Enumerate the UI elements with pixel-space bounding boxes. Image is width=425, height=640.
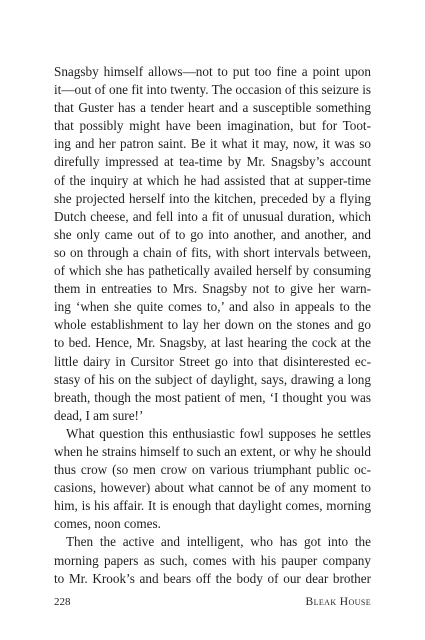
text-line: she projected herself into the kitchen, preceded by a flying bbox=[54, 190, 371, 206]
text-line: ing and her patron saint. Be it what it may, now, it was so bbox=[54, 136, 371, 152]
text-line: that Guster has a tender heart and a susceptible something bbox=[54, 100, 371, 116]
text-line: to bed. Hence, Mr. Snagsby, at last hearing the cock at the bbox=[54, 335, 371, 351]
text-line: morning papers as such, comes with his pauper company bbox=[54, 552, 371, 568]
page-footer bbox=[54, 596, 371, 612]
text-line: dead, I am sure!’ bbox=[54, 407, 144, 423]
text-line: little dairy in Cursitor Street go into that disinterested ec- bbox=[54, 353, 371, 369]
page-number: 228 bbox=[54, 596, 71, 608]
text-line: ing ‘when she quite comes to,’ and also in appeals to the bbox=[54, 299, 371, 315]
text-line: casions, however) about what cannot be of any moment to bbox=[54, 480, 371, 496]
text-line: breath, though the most patient of men, ‘I thought you was bbox=[54, 389, 371, 405]
text-line: whole establishment to lay her down on the stones and go bbox=[54, 317, 371, 333]
text-line: Dutch cheese, and fell into a fit of unusual duration, which bbox=[54, 208, 371, 224]
text-line: stasy of his on the subject of daylight, says, drawing a long bbox=[54, 371, 371, 387]
text-line: him, is his affair. It is enough that daylight comes, morning bbox=[54, 498, 371, 514]
text-line: Then the active and intelligent, who has got into the bbox=[66, 534, 371, 550]
text-line: to Mr. Krook’s and bears off the body of our dear brother bbox=[54, 570, 371, 586]
text-line: of the inquiry at which he had assisted that at supper-time bbox=[54, 172, 371, 188]
text-line: it—out of one fit into twenty. The occasion of this seizure is bbox=[54, 82, 371, 98]
body-text bbox=[54, 63, 371, 588]
text-line: What question this enthusiastic fowl supposes he settles bbox=[66, 425, 371, 441]
text-line: so on through a chain of fits, with short intervals between, bbox=[54, 244, 371, 260]
text-line: when he strains himself to such an extent, or why he should bbox=[54, 443, 371, 459]
text-line: Snagsby himself allows—not to put too fine a point upon bbox=[54, 64, 371, 79]
text-line: that possibly might have been imagination, but for Toot- bbox=[54, 118, 371, 134]
text-line: thus crow (so men crow on various triumphant public oc- bbox=[54, 462, 371, 478]
text-line: comes, noon comes. bbox=[54, 516, 161, 532]
text-line: she only came out of to go into another, and another, and bbox=[54, 226, 371, 242]
running-head: Bleak House bbox=[305, 596, 371, 608]
text-line: direfully impressed at tea-time by Mr. Snagsby’s account bbox=[54, 154, 371, 170]
text-line: them in entreaties to Mrs. Snagsby not to give her warn- bbox=[54, 281, 371, 297]
text-line: of which she has pathetically availed herself by consuming bbox=[54, 263, 371, 279]
